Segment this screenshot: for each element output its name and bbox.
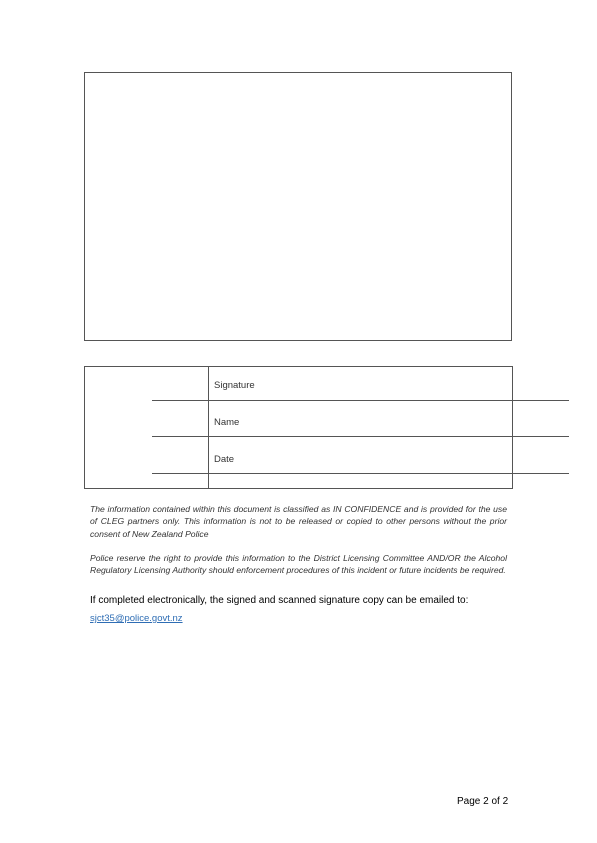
name-row-line	[152, 436, 569, 437]
signature-label: Signature	[214, 380, 255, 391]
disclosure-notice: Police reserve the right to provide this information to the District Licensing Committee AND/OR the Alcohol Regulatory Licensing Authority should enforcement procedures of this incident or future incidents be required.	[90, 553, 507, 576]
signature-table	[84, 366, 513, 489]
name-label: Name	[214, 417, 240, 428]
date-row-line	[152, 473, 569, 474]
signature-table-divider	[208, 366, 209, 489]
page-number: Page 2 of 2	[457, 796, 509, 807]
email-link[interactable]: sjct35@police.govt.nz	[90, 613, 183, 624]
notes-text-area[interactable]	[84, 72, 512, 341]
date-label: Date	[214, 454, 235, 465]
signature-row-line	[152, 400, 569, 401]
confidentiality-notice: The information contained within this document is classified as IN CONFIDENCE and is provided for the use of CLEG partners only. This information is not to be released or copied to other persons without the prior consent of New Zealand Police	[90, 504, 507, 539]
email-instructions: If completed electronically, the signed and scanned signature copy can be emailed to:	[90, 595, 469, 606]
